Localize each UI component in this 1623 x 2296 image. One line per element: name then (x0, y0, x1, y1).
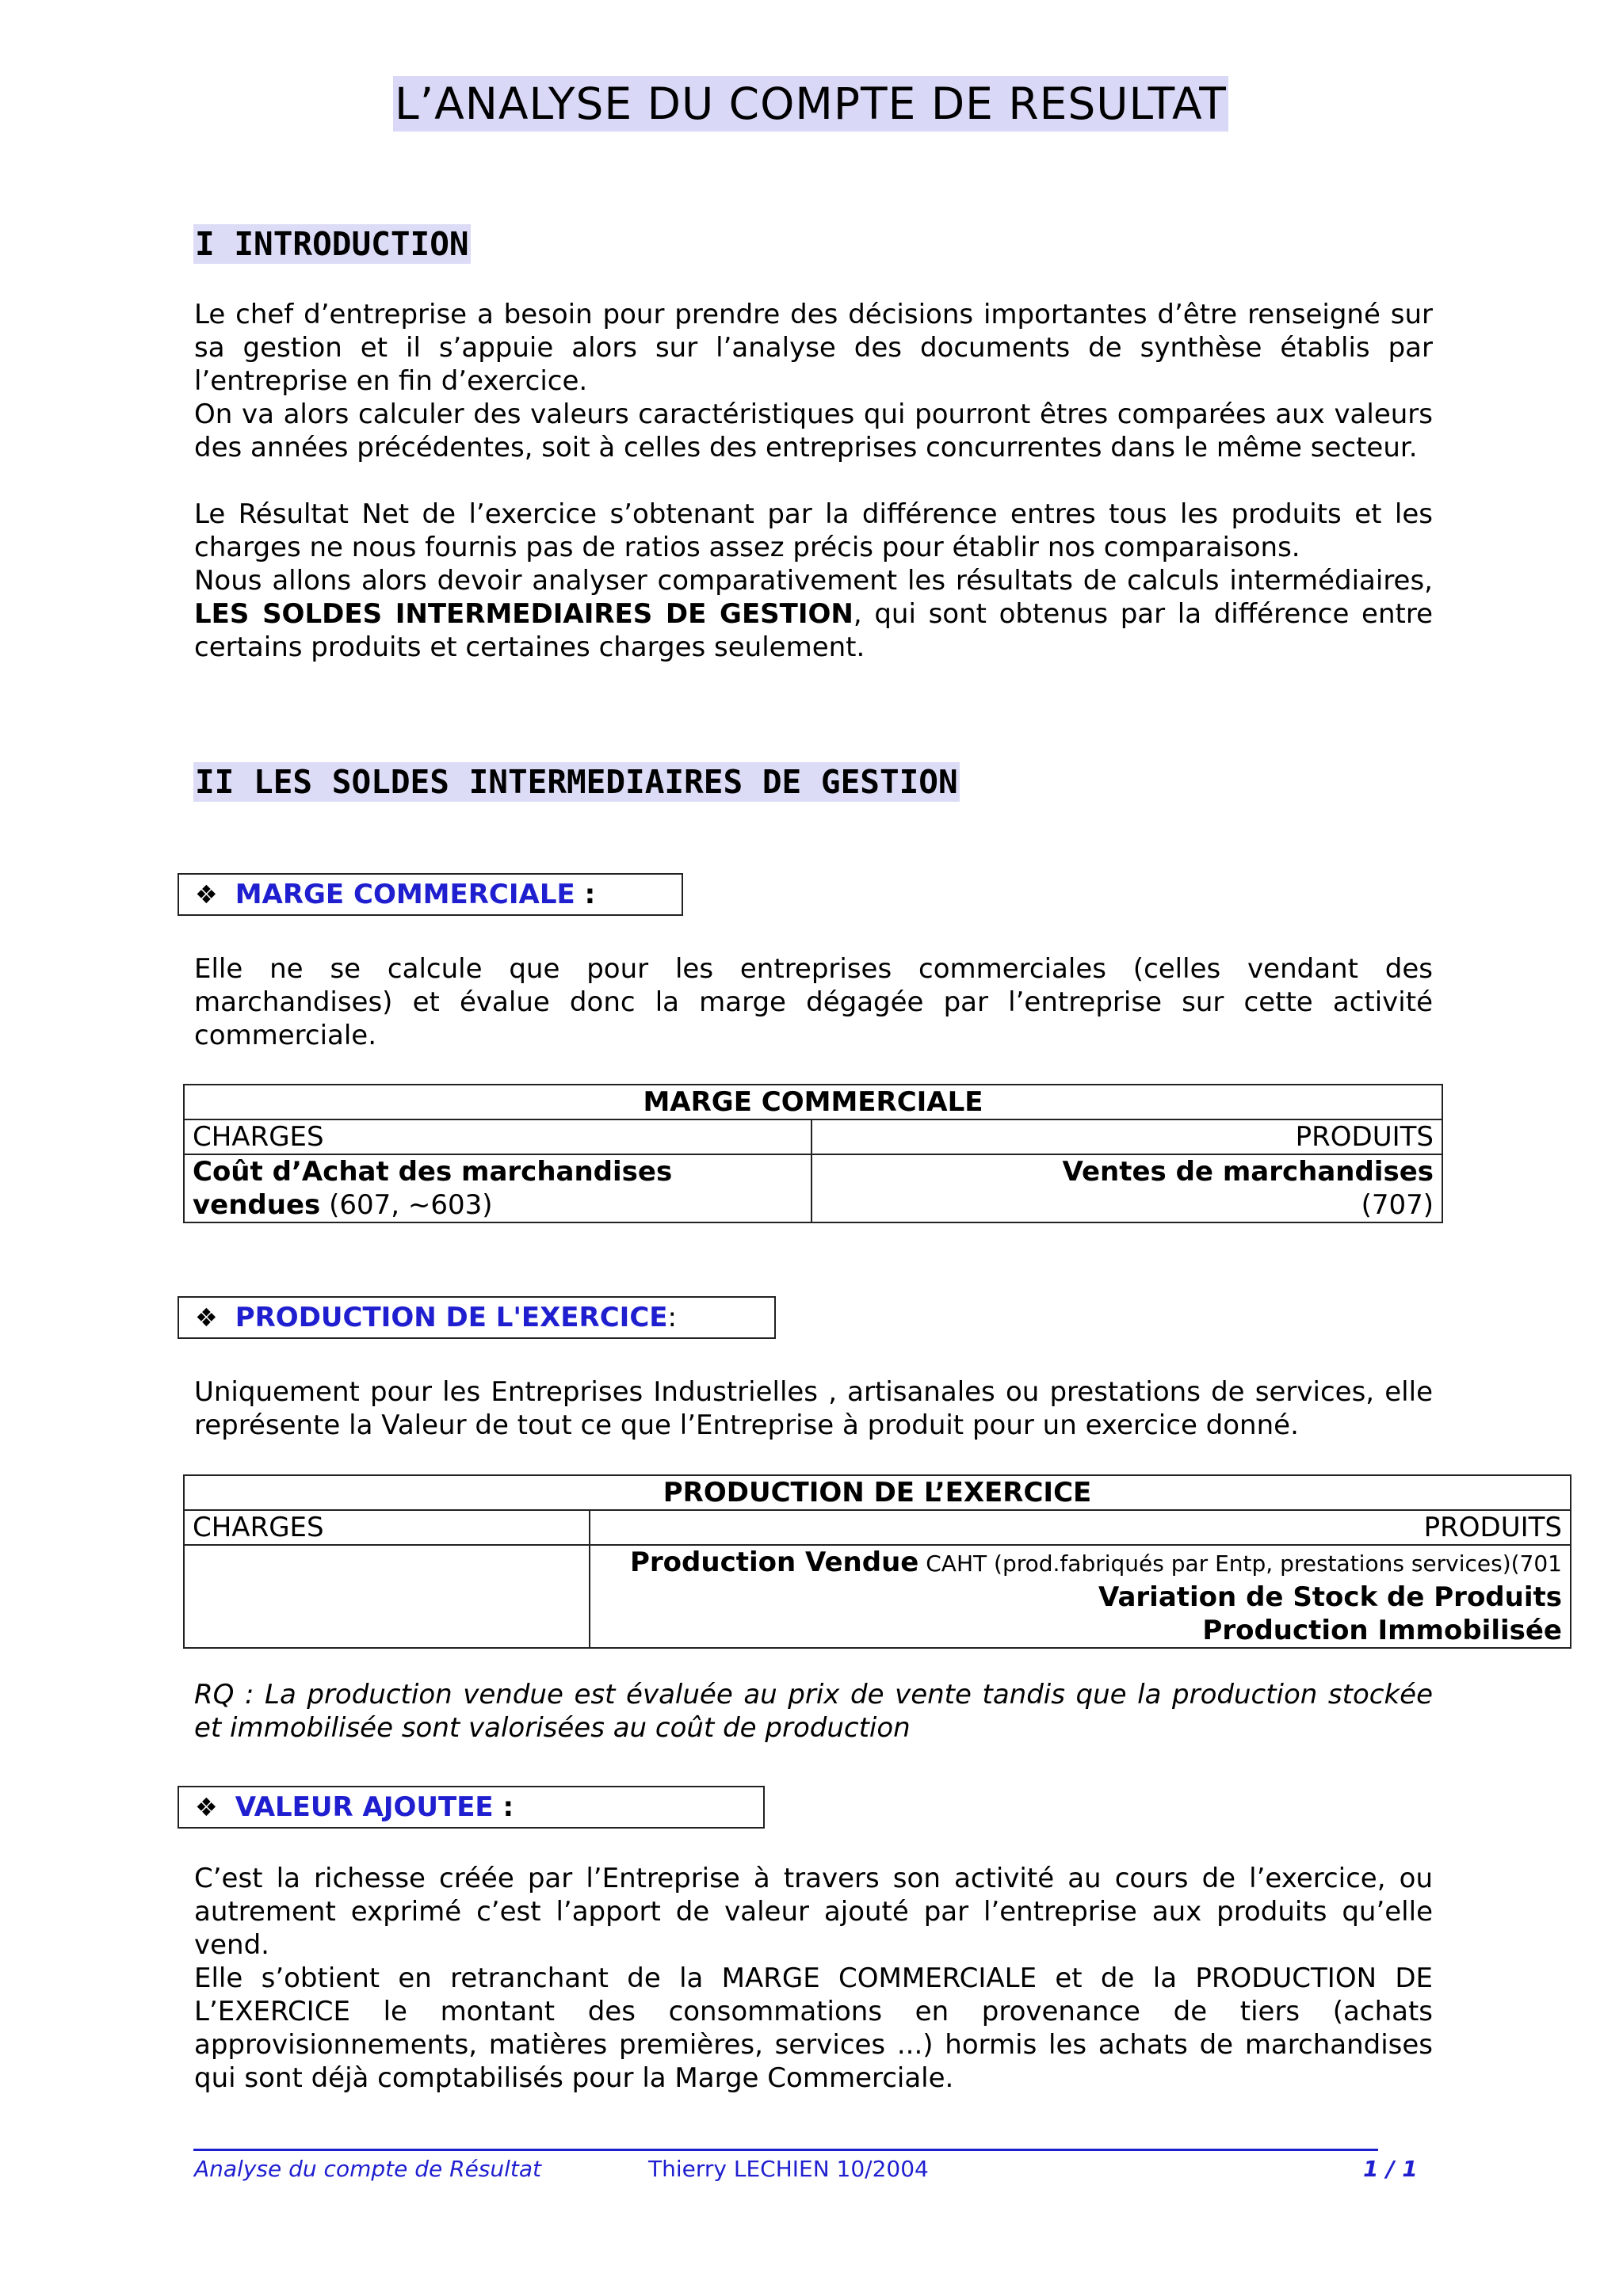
footer-rule (193, 2149, 1378, 2151)
marge-label: MARGE COMMERCIALE (235, 879, 575, 910)
marge-suffix: : (575, 879, 596, 910)
marge-paragraph: Elle ne se calcule que pour les entreprises commerciales (celles vendant des marchandises) et évalue donc la marge dégagée par l’entreprise sur cette activité commerciale. (194, 953, 1433, 1051)
diamond-bullet-icon: ❖ (195, 1302, 218, 1333)
subsection-box-marge (178, 873, 683, 916)
intro-paragraph-4 (194, 564, 1433, 664)
valeur-label: VALEUR AJOUTEE (235, 1791, 494, 1823)
production-vendue-bold: Production Vendue (629, 1547, 919, 1578)
production-charges-header: CHARGES (184, 1510, 590, 1545)
marge-produits-line1: Ventes de marchandises (1062, 1156, 1434, 1188)
production-table-title: PRODUCTION DE L’EXERCICE (184, 1475, 1571, 1510)
page-title: L’ANALYSE DU COMPTE DE RESULTAT (393, 76, 1228, 132)
marge-produits-account: (707) (1361, 1189, 1434, 1221)
production-description (194, 1375, 1433, 1442)
section-heading-soldes: II LES SOLDES INTERMEDIAIRES DE GESTION (195, 763, 958, 801)
footer-page-number: 1 / 1 (1363, 2156, 1418, 2182)
production-charges-cell (184, 1545, 590, 1648)
subsection-box-valeur (178, 1786, 765, 1829)
intro-p4-end: , qui sont obtenus par la différence entre certains produits et certaines charges seulement. (194, 598, 1433, 663)
diamond-bullet-icon: ❖ (195, 1792, 218, 1822)
production-produits-cell (590, 1545, 1571, 1648)
production-rq-text: RQ : La production vendue est évaluée au prix de vente tandis que la production stockée et immobilisée sont valorisées au coût de production (194, 1679, 1433, 1744)
marge-charges-line1: Coût d’Achat des marchandises (193, 1156, 673, 1188)
subsection-box-production (178, 1296, 776, 1339)
production-paragraph: Uniquement pour les Entreprises Industrielles , artisanales ou prestations de services, elle représente la Valeur de tout ce que l’Entreprise à produit pour un exercice donné. (194, 1376, 1433, 1441)
production-label: PRODUCTION DE L'EXERCICE (235, 1302, 668, 1333)
valeur-suffix: : (493, 1791, 514, 1823)
marge-produits-cell (812, 1154, 1442, 1222)
footer-document-name: Analyse du compte de Résultat (194, 2156, 542, 2182)
production-table-clip (183, 1474, 1623, 1649)
production-table (183, 1474, 1571, 1649)
diamond-bullet-icon: ❖ (195, 879, 218, 910)
introduction-text (194, 298, 1433, 664)
marge-charges-header: CHARGES (184, 1119, 812, 1154)
marge-table-title: MARGE COMMERCIALE (184, 1085, 1442, 1119)
footer-author: Thierry LECHIEN 10/2004 (648, 2156, 929, 2182)
intro-p4-start: Nous allons alors devoir analyser comparativement les résultats de calculs intermédiaires, (194, 565, 1433, 597)
marge-description (194, 952, 1433, 1052)
production-produits-header: PRODUITS (590, 1510, 1571, 1545)
intro-paragraph-2: On va alors calculer des valeurs caractéristiques qui pourront êtres comparées aux valeurs des années précédentes, soit à celles des entreprises concurrentes dans le même secteur. (194, 399, 1433, 463)
production-vendue-detail: CAHT (prod.fabriqués par Entp, prestations services)(701 (918, 1550, 1562, 1577)
valeur-paragraph-2: Elle s’obtient en retranchant de la MARGE COMMERCIALE et de la PRODUCTION DE L’EXERCICE le montant des consommations en provenance de tiers (achats approvisionnements, matières premières, services ...) hormis les achats de marchandises qui sont déjà comptabilisés pour la Marge Commerciale. (194, 1962, 1433, 2094)
production-variation-stock: Variation de Stock de Produits (1098, 1581, 1562, 1613)
marge-produits-header: PRODUITS (812, 1119, 1442, 1154)
marge-table (183, 1084, 1443, 1223)
valeur-description (194, 1862, 1433, 2095)
production-remark (194, 1678, 1433, 1745)
valeur-paragraph-1: C’est la richesse créée par l’Entreprise à travers son activité au cours de l’exercice, ou autrement exprimé c’est l’apport de valeur ajouté par l’entreprise aux produits qu’elle vend. (194, 1863, 1433, 1961)
marge-charges-accounts: (607, ~603) (320, 1189, 493, 1221)
intro-p4-bold: LES SOLDES INTERMEDIAIRES DE GESTION (194, 598, 854, 630)
marge-charges-line2: vendues (193, 1189, 321, 1221)
section-heading-introduction: I INTRODUCTION (195, 225, 469, 263)
marge-charges-cell (184, 1154, 812, 1222)
intro-paragraph-3: Le Résultat Net de l’exercice s’obtenant par la différence entres tous les produits et les charges ne nous fournis pas de ratios assez précis pour établir nos comparaisons. (194, 498, 1433, 563)
intro-paragraph-1: Le chef d’entreprise a besoin pour prendre des décisions importantes d’être renseigné sur sa gestion et il s’appuie alors sur l’analyse des documents de synthèse établis par l’entreprise en fin d’exercice. (194, 299, 1433, 397)
production-immobilisee: Production Immobilisée (1202, 1615, 1562, 1646)
production-suffix: : (667, 1302, 677, 1333)
